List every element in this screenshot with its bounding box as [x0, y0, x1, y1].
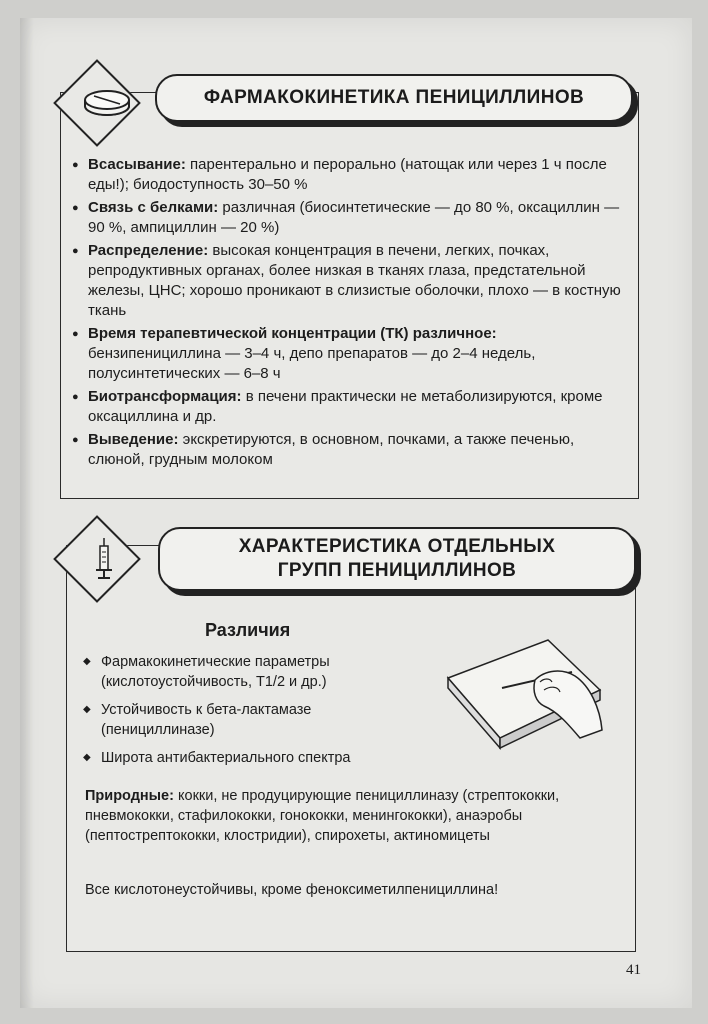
section2-title-line2: ГРУПП ПЕНИЦИЛЛИНОВ [277, 560, 517, 581]
list-item: ◆ Фармакокинетические параметры (кислотоустойчивость, T1/2 и др.) [83, 652, 413, 692]
item-text: в печени практически не метаболизируются, кроме оксациллина и др. [88, 388, 603, 425]
natural-description: кокки, не продуцирующие пенициллиназу (стрептококки, пневмококки, стафилококки, гонококки, менингококки), анаэробы (пептострептококки, клостридии), спирохеты, актиномицеты [85, 788, 560, 844]
item-term: Распределение: [88, 242, 209, 259]
item-term: Всасывание: [88, 156, 186, 173]
pharmacokinetics-list [72, 155, 627, 473]
page-fold-shadow [20, 18, 34, 1008]
list-item [72, 241, 627, 321]
list-item [72, 324, 627, 384]
item-term: Связь с белками: [88, 199, 219, 216]
pill-icon [78, 86, 136, 120]
item-term: Выведение: [88, 431, 179, 448]
differences-list [83, 652, 413, 776]
page-number: 41 [626, 962, 641, 978]
item-term: Биотрансформация: [88, 388, 242, 405]
list-item [72, 198, 627, 238]
item-term: Время терапевтической концентрации (ТК) различное: [88, 325, 497, 342]
item-text: экскретируются, в основном, почками, а также печенью, слюной, грудным молоком [88, 431, 575, 468]
list-item: ◆ Широта антибактериального спектра [83, 748, 413, 768]
natural-term: Природные: [85, 788, 174, 804]
differences-heading: Различия [205, 620, 291, 640]
list-item: ◆ Устойчивость к бета-лактамазе (пенициллиназе) [83, 700, 413, 740]
natural-penicillins-text [85, 786, 615, 846]
writing-hand-icon [440, 620, 610, 755]
item-text: бензипенициллина — 3–4 ч, депо препаратов — до 2–4 недель, полусинтетических — 6–8 ч [88, 345, 536, 382]
list-item [72, 155, 627, 195]
section1-title: ФАРМАКОКИНЕТИКА ПЕНИЦИЛЛИНОВ [155, 74, 633, 122]
item-text: различная (биосинтетические — до 80 %, оксациллин — 90 %, ампициллин — 20 %) [88, 199, 620, 236]
section2-title-line1: ХАРАКТЕРИСТИКА ОТДЕЛЬНЫХ [238, 536, 556, 557]
list-item [72, 430, 627, 470]
syringe-icon [84, 536, 124, 582]
item-text: парентерально и перорально (натощак или через 1 ч после еды!); биодоступность 30–50 % [88, 156, 607, 193]
section2-title [158, 527, 636, 591]
acid-stability-note: Все кислотонеустойчивы, кроме феноксиметилпенициллина! [85, 882, 499, 898]
list-item [72, 387, 627, 427]
item-text: высокая концентрация в печени, легких, почках, репродуктивных органах, более низкая в тканях глаза, предстательной железы, ЦНС; хорошо проникают в слизистые оболочки, плохо — в костную ткань [88, 242, 621, 319]
